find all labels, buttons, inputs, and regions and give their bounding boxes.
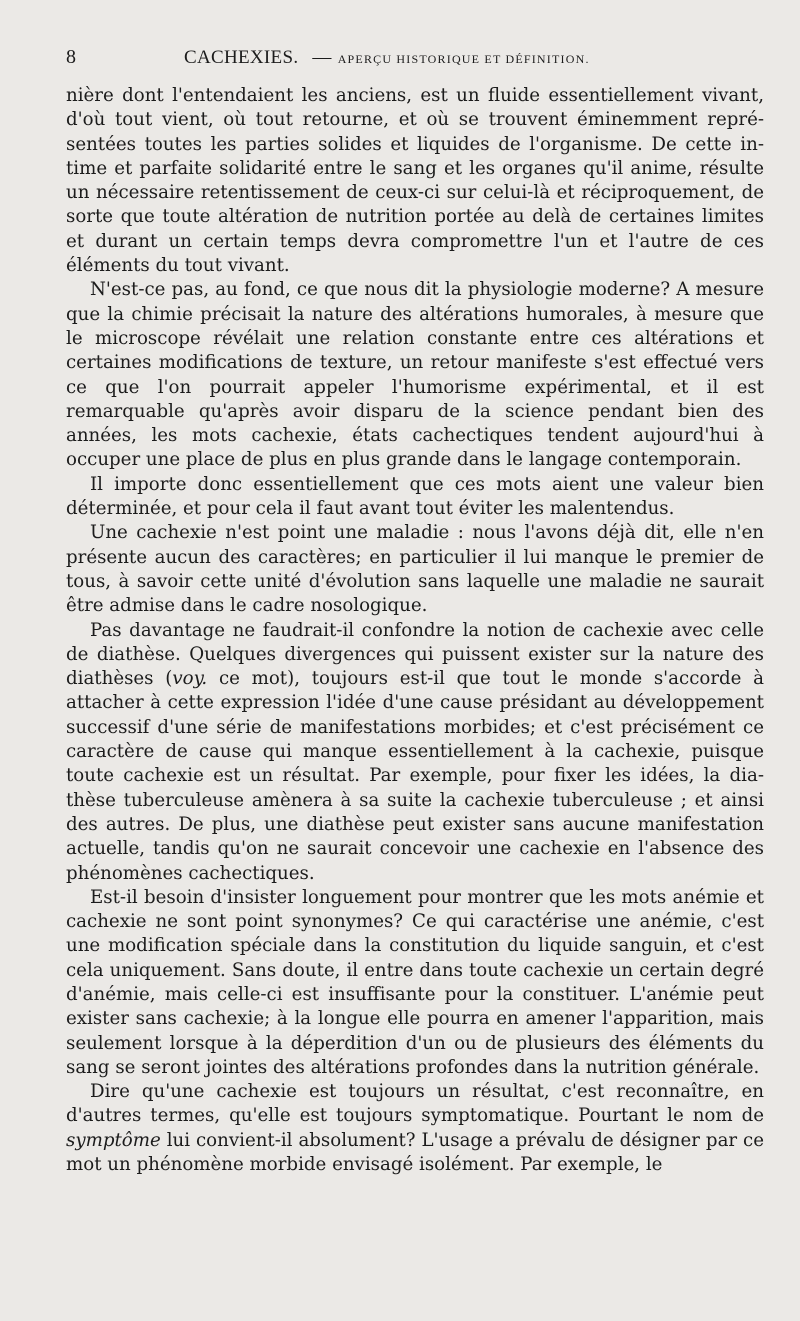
paragraph-5 [66,619,764,886]
paragraph-6 [66,886,764,1080]
text-segment: nière dont l'entendaient les anciens, est un fluide essentiellement vivant, d'où tout vient, où tout retourne, et où se trouvent éminemment représentées toutes les parties solides et liquides de l'organisme. De cette intime et parfaite solidarité entre le sang et les organes qu'il anime, résulte un nécessaire retentissement de ceux-ci sur celui-là et réciproquement, de sorte que toute altération de nutrition portée au delà de certaines limites et durant un certain temps devra compromettre l'un et l'autre de ces éléments du tout vivant. [66,85,764,277]
paragraph-4 [66,521,764,618]
running-header [66,46,764,84]
paragraph-2 [66,278,764,472]
text-segment: lui convient-il absolument? L'usage a prévalu de désigner par ce mot un phénomène morbide envisagé isolément. Par exemple, le [66,1129,764,1176]
header-dash: — [312,47,332,68]
text-segment: Une cachexie n'est point une maladie : nous l'avons déjà dit, elle n'en présente aucun des caractères; en particulier il lui manque le premier de tous, à savoir cette unité d'évolution sans laquelle une maladie ne saurait être admise dans le cadre nosologique. [66,522,764,617]
text-segment: Pas davantage ne faudrait-il confondre la notion de cachexie avec celle de diathèse. Quelques divergences qui puissent exister sur la nature des diathèses ( [66,619,764,690]
paragraph-1 [66,84,764,278]
running-title: CACHEXIES. [184,47,299,68]
text-segment: ce mot), toujours est-il que tout le monde s'accorde à attacher à cette expression l'idée d'une cause présidant au développement successif d'une série de manifestations morbides; et c'est précisément ce caractère de cause qui manque essentiellement à la cachexie, puisque toute cachexie est un résultat. Par exemple, pour fixer les idées, la diathèse tuberculeuse amènera à sa suite la cachexie tuberculeuse ; et ainsi des autres. De plus, une diathèse peut exister sans aucune manifestation actuelle, tandis qu'on ne saurait concevoir une cachexie en l'absence des phénomènes cachectiques. [66,668,764,884]
text-segment: Dire qu'une cachexie est toujours un résultat, c'est reconnaître, en d'autres termes, qu'elle est toujours symptomatique. Pourtant le nom de [66,1081,764,1127]
paragraph-7 [66,1080,764,1177]
running-subtitle: APERÇU HISTORIQUE ET DÉFINITION. [337,52,590,66]
italic-term: symptôme [66,1129,161,1151]
page-number: 8 [66,46,77,68]
text-segment: Est-il besoin d'insister longuement pour montrer que les mots anémie et cachexie ne sont point synonymes? Ce qui caractérise une anémie, c'est une modification spéciale dans la constitution du liquide sanguin, et c'est cela uniquement. Sans doute, il entre dans toute cachexie un certain degré d'anémie, mais celle-ci est insuffisante pour la constituer. L'anémie peut exister sans cachexie; à la longue elle pourra en amener l'apparition, mais seulement lorsque à la déperdition d'un ou de plusieurs des éléments du sang se seront jointes des altérations profondes dans la nutrition générale. [66,886,764,1078]
paragraph-3 [66,473,764,522]
italic-abbreviation: voy. [172,668,208,690]
text-segment: N'est-ce pas, au fond, ce que nous dit la physiologie moderne? A mesure que la chimie précisait la nature des altérations humorales, à mesure que le microscope révélait une relation constante entre ces altérations et certaines modifications de texture, un retour manifeste s'est effectué vers ce que l'on pourrait appeler l'humorisme expérimental, et il est remarquable qu'après avoir disparu de la science pendant bien des années, les mots cachexie, états cachectiques tendent aujourd'hui à occuper une place de plus en plus grande dans le langage contemporain. [66,279,764,471]
body-text [66,84,764,1177]
text-segment: Il importe donc essentiellement que ces mots aient une valeur bien déterminée, et pour cela il faut avant tout éviter les malentendus. [66,473,764,520]
